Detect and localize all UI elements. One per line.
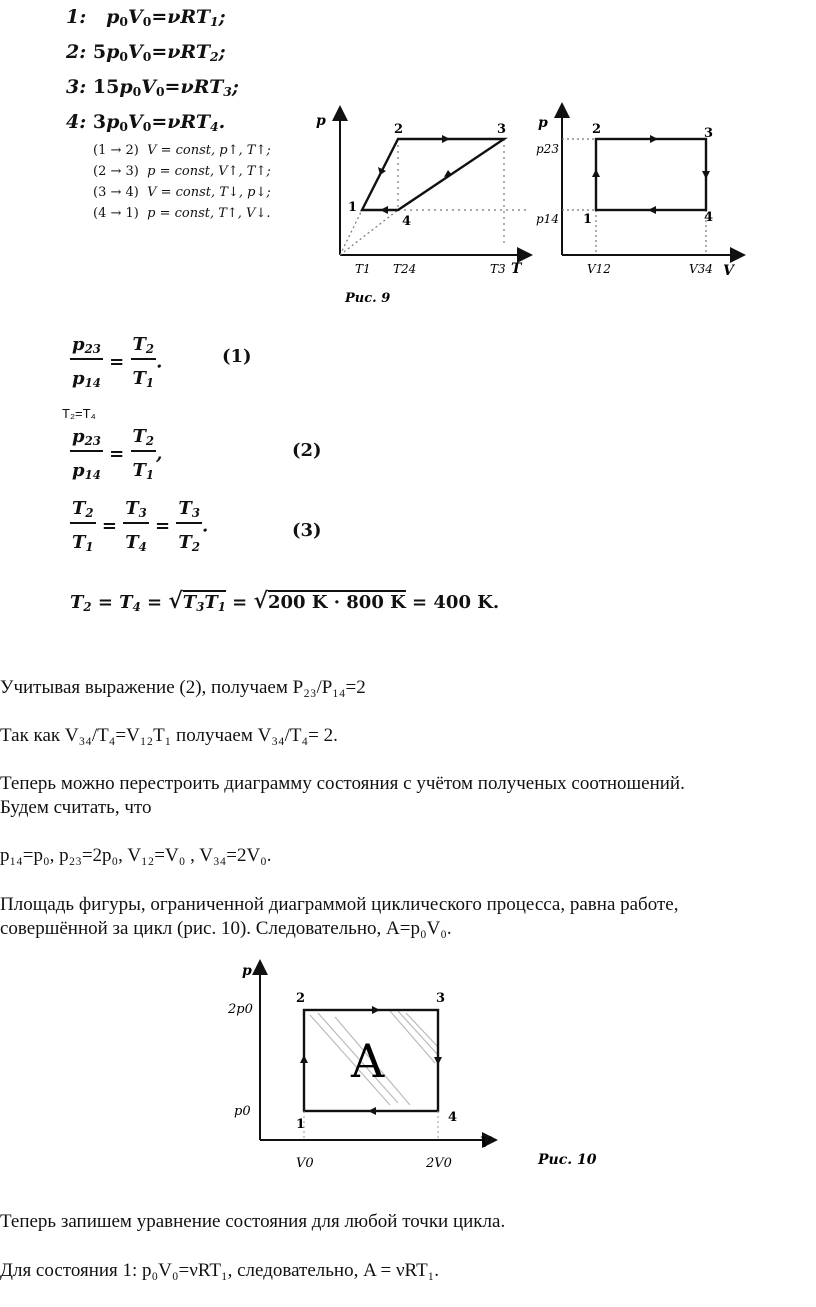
fig10-point-3: 3	[436, 991, 446, 1006]
pt-tick-t24: T24	[393, 262, 417, 276]
result-final: = 400 K.	[412, 592, 500, 613]
pv-tick-v34: V34	[689, 262, 713, 276]
process-item: (1 → 2) V = const, p↑, T↑;	[93, 143, 271, 158]
fig10-point-1: 1	[296, 1117, 306, 1132]
state-equations	[66, 2, 239, 142]
paragraph-rebuild-line2: Будем считать, что	[0, 797, 152, 818]
formula-3-number: (3)	[292, 520, 322, 541]
pt-point-1: 1	[348, 200, 358, 215]
figure-10	[220, 955, 620, 1185]
paragraph-rebuild-line1: Теперь можно перестроить диаграмму состояния с учётом полученых соотношений.	[0, 773, 685, 794]
result-formula: $T_2 = T_4 = √T_3T_1 = √200$ K · 800 K = 400 K.	[70, 588, 500, 614]
fig10-point-4: 4	[448, 1110, 458, 1125]
process-list	[93, 140, 271, 224]
pt-x-axis-label: T	[511, 261, 522, 277]
pv-tick-p14: p14	[536, 212, 559, 226]
fig10-x-axis-label: V	[480, 1135, 491, 1151]
fig10-tick-2v0: 2V0	[426, 1156, 452, 1171]
fig10-y-axis-label: p	[242, 963, 252, 979]
pt-tick-t3: T3	[490, 262, 506, 276]
pv-x-axis-label: V	[723, 263, 734, 279]
pt-y-axis-label: p	[316, 113, 326, 129]
pv-y-axis-label: p	[538, 115, 548, 131]
formula-2-number: (2)	[292, 440, 322, 461]
pv-point-3: 3	[704, 126, 714, 141]
pv-point-4: 4	[704, 210, 714, 225]
fig10-tick-v0: V0	[296, 1156, 314, 1171]
pv-diagram	[536, 110, 738, 279]
formula-2: $\frac{p_{23}}{p_{14}}$ = $\frac{T_2}{T_1}$ ,	[72, 426, 163, 482]
equation-1: 1: $p_0V_0=\nu RT_1$;	[66, 6, 226, 30]
formula-3: $\frac{T_2}{T_1}$ = $\frac{T_3}{T_4}$ = $\frac{T_3}{T_2}$ .	[72, 498, 209, 554]
figure-10-caption: Рис. 10	[538, 1152, 597, 1168]
fig10-tick-p0: p0	[234, 1104, 251, 1119]
paragraph-state-equation: Теперь запишем уравнение состояния для любой точки цикла.	[0, 1211, 506, 1232]
figure-9-caption: Рис. 9	[345, 291, 391, 306]
process-item: (3 → 4) V = const, T↓, p↓;	[93, 185, 271, 200]
figure-9	[300, 95, 750, 315]
formula-1: $\frac{p_{23}}{p_{14}}$ = $\frac{T_2}{T_1}$ .	[72, 334, 163, 390]
fig10-point-2: 2	[296, 991, 306, 1006]
pv-point-2: 2	[592, 122, 602, 137]
paragraph-state-1: Для состояния 1: p₀V₀=νRT₁, следовательно, A = νRT₁.	[0, 1260, 440, 1281]
process-item: (4 → 1) p = const, T↑, V↓.	[93, 206, 271, 221]
fig10-tick-2p0: 2p0	[228, 1002, 253, 1017]
equation-3: 3: $15p_0V_0=\nu RT_3$;	[66, 76, 239, 100]
pv-tick-p23: p23	[536, 142, 559, 156]
paragraph-area-line2: совершённой за цикл (рис. 10). Следовательно, A=p₀V₀.	[0, 918, 452, 939]
paragraph-assumptions: p₁₄=p₀, p₂₃=2p₀, V₁₂=V₀ , V₃₄=2V₀.	[0, 845, 272, 866]
equation-4: 4: $3p_0V_0=\nu RT_4$.	[66, 111, 226, 135]
process-item: (2 → 3) p = const, V↑, T↑;	[93, 164, 271, 179]
t2-equals-t4: T₂=T₄	[62, 406, 96, 421]
pt-point-2: 2	[394, 122, 404, 137]
result-value: 200 K · 800 K	[267, 592, 406, 613]
paragraph-ratio-volume: Так как V₃₄/T₄=V₁₂T₁ получаем V₃₄/T₄= 2.	[0, 725, 338, 746]
formula-1-number: (1)	[222, 346, 252, 367]
area-label: A	[351, 1034, 385, 1088]
pt-point-4: 4	[402, 214, 412, 229]
equation-2: 2: $5p_0V_0=\nu RT_2$;	[66, 41, 226, 65]
pv-point-1: 1	[583, 212, 593, 227]
paragraph-area-line1: Площадь фигуры, ограниченной диаграммой циклического процесса, равна работе,	[0, 894, 679, 915]
pt-diagram	[316, 113, 526, 277]
pt-point-3: 3	[497, 122, 507, 137]
pv-tick-v12: V12	[587, 262, 611, 276]
pt-tick-t1: T1	[355, 262, 371, 276]
paragraph-ratio-pressure: Учитывая выражение (2), получаем P₂₃/P₁₄=2	[0, 677, 366, 698]
